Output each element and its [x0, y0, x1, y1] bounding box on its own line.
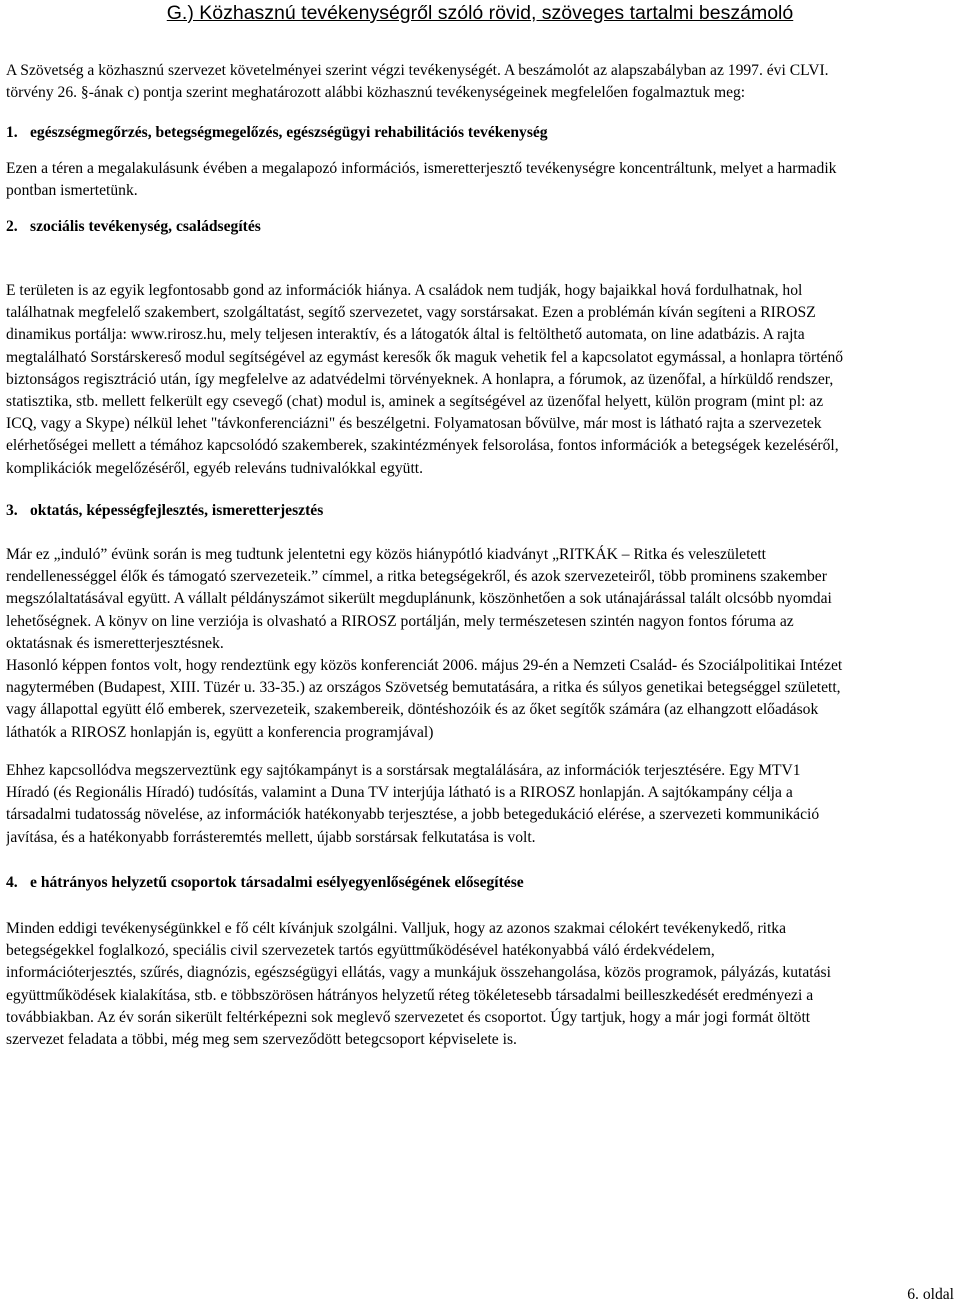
text-line: vagy állapottal együtt élő emberek, szervezeteik, szakembereik, döntéshozóik és az őket segítők számára (az elhangzott előadások	[6, 701, 819, 719]
text-line: A Szövetség a közhasznú szervezet követelményei szerint végzi tevékenységét. A beszámolót az alapszabályban az 1997. évi CLVI.	[6, 62, 829, 79]
text-line: ICQ, vagy a Skype) nélkül lehet "távkonferenciázni" és beszélgetni. Folyamatosan bővülve, már most is látható rajta a szervezetek	[6, 415, 822, 433]
text-line: Ehhez kapcsollódva megszerveztünk egy sajtókampányt is a sorstársak megtalálására, az információk terjesztésére. Egy MTV1	[6, 762, 801, 779]
text-line: betegségekkel foglalkozó, speciális civil szervezetek tartós együttműködésével hatékonyabbá váló érdekvédelem,	[6, 942, 715, 960]
section-number: 3.	[6, 502, 18, 519]
text-line: szervezet feladata a többi, még meg sem szerveződött betegcsoport képviselete is.	[6, 1031, 517, 1049]
text-line: együttműködések kialakítása, stb. e többszörösen hátrányos helyzetű réteg tökéletesebb társadalmi beilleszkedését eredményezi a	[6, 986, 814, 1004]
text-line: Híradó (és Regionális Híradó) tudósítás, valamint a Duna TV interjúja látható is a RIROSZ honlapján. A sajtókampány célja a	[6, 784, 793, 802]
text-line: Már ez „induló” évünk során is meg tudtunk jelentetni egy közös hiánypótló kiadványt „RITKÁK – Ritka és veleszületett	[6, 546, 767, 563]
text-line: javítása, és a hatékonyabb forrásteremtés mellett, újabb sorstársak felkutatása is volt.	[6, 828, 536, 846]
section-title: e hátrányos helyzetű csoportok társadalmi esélyegyenlőségének elősegítése	[30, 874, 524, 891]
text-line: dinamikus portálja: www.rirosz.hu, mely teljesen interaktív, és a látogatók által is feltölthető automata, on line adatbázis. A rajta	[6, 326, 805, 344]
section-4-heading	[6, 874, 956, 892]
text-line: társadalmi tudatosság növelése, az információk hatékonyabb terjesztése, a jobb betegedukáció elérése, a szervezeti kommunikáció	[6, 806, 820, 824]
section-3-paragraph-2	[6, 760, 958, 849]
text-line: törvény 26. §-ának c) pontja szerint meghatározott alábbi közhasznú tevékenységeinek megfelelően fogalmaztuk meg:	[6, 84, 746, 102]
text-line: statisztika, stb. mellett felkerült egy csevegő (chat) modul is, aminek a segítségével az üzenőfal helyett, külön program (mint pl: az	[6, 393, 824, 411]
text-line: továbbiakban. Az év során sikerült feltérképezni sok meglevő szervezetet és csoportot. Úgy tartjuk, hogy a már jogi formát öltött	[6, 1008, 811, 1026]
text-line: Minden eddigi tevékenységünkkel e fő célt kívánjuk szolgálni. Valljuk, hogy az azonos szakmai célokért tevékenykedő, ritka	[6, 920, 787, 937]
text-line: elérhetőségei mellett a témához kapcsolódó szakemberek, szakintézmények felsorolása, fontos információk a betegségek kezeléséről,	[6, 437, 839, 455]
intro-paragraph	[6, 60, 958, 104]
text-line: nagytermében (Budapest, XIII. Tüzér u. 33-35.) az országos Szövetség bemutatására, a ritka és súlyos genetikai betegséggel született,	[6, 679, 841, 697]
page-number: 6. oldal	[907, 1286, 954, 1303]
text-line: E területen is az egyik legfontosabb gond az információk hiánya. A családok nem tudják, hogy bajaikkal hová fordulhatnak, hol	[6, 282, 803, 299]
text-line: komplikációk megelőzéséről, egyéb releváns tudnivalókkal együtt.	[6, 459, 424, 477]
text-line: biztonságos regisztráció után, így megfelelve az adatvédelmi törvényeknek. A honlapra, a fórumok, az üzenőfal, a hírküldő rendszer,	[6, 370, 834, 388]
section-4-paragraph	[6, 918, 958, 1051]
section-2-paragraph	[6, 280, 958, 480]
text-line: találhatnak megfelelő szakembert, szolgáltatást, segítő szervezetet, vagy sorstársakat. Ezen a problémán kíván segíteni a RIROSZ	[6, 304, 816, 322]
text-line: rendellenességgel élők és támogató szervezeteik.” címmel, a ritka betegségekről, és azok szervezeteiről, több prominens szakember	[6, 568, 827, 586]
section-title: szociális tevékenység, családsegítés	[30, 218, 261, 235]
section-1-heading	[6, 124, 956, 142]
text-line: megtalálható Sorstárskereső modul segítségével az egymást keresők ők maguk vehetik fel a kapcsolatot egymással, a honlapra történő	[6, 348, 844, 366]
text-line: pontban ismertetünk.	[6, 182, 138, 200]
text-line: láthatók a RIROSZ honlapján is, együtt a konferencia programjával)	[6, 723, 434, 741]
text-line: információterjesztés, szűrés, diagnózis, egészségügyi ellátás, vagy a munkájuk összehangolása, közös programok, pályázás, kutatási	[6, 964, 831, 982]
section-3-heading	[6, 502, 956, 520]
text-line: Hasonló képpen fontos volt, hogy rendeztünk egy közös konferenciát 2006. május 29-én a Nemzeti Család- és Szociálpolitikai Intézet	[6, 657, 843, 675]
section-1-paragraph	[6, 158, 958, 202]
section-number: 2.	[6, 218, 18, 235]
section-number: 1.	[6, 124, 18, 141]
text-line: Ezen a téren a megalakulásunk évében a megalapozó információs, ismeretterjesztő tevékenységre koncentráltunk, melyet a harmadik	[6, 160, 837, 177]
text-line: lehetőségnek. A könyv on line verziója is olvasható a RIROSZ portálján, mely természetesen szintén nagyon fontos fóruma az	[6, 612, 794, 630]
section-2-heading	[6, 218, 956, 236]
section-title: egészségmegőrzés, betegségmegelőzés, egészségügyi rehabilitációs tevékenység	[30, 124, 548, 141]
section-3-paragraph-1	[6, 544, 958, 744]
document-title: G.) Közhasznú tevékenységről szóló rövid, szöveges tartalmi beszámoló	[166, 2, 794, 24]
section-title: oktatás, képességfejlesztés, ismeretterjesztés	[30, 502, 324, 519]
text-line: oktatásnak és ismeretterjesztésnek.	[6, 634, 224, 652]
section-number: 4.	[6, 874, 18, 891]
text-line: megszólaltatásával együtt. A vállalt példányszámot sikerült megduplánunk, köszönhetően a sok utánajárással talált olcsóbb nyomdai	[6, 590, 832, 608]
